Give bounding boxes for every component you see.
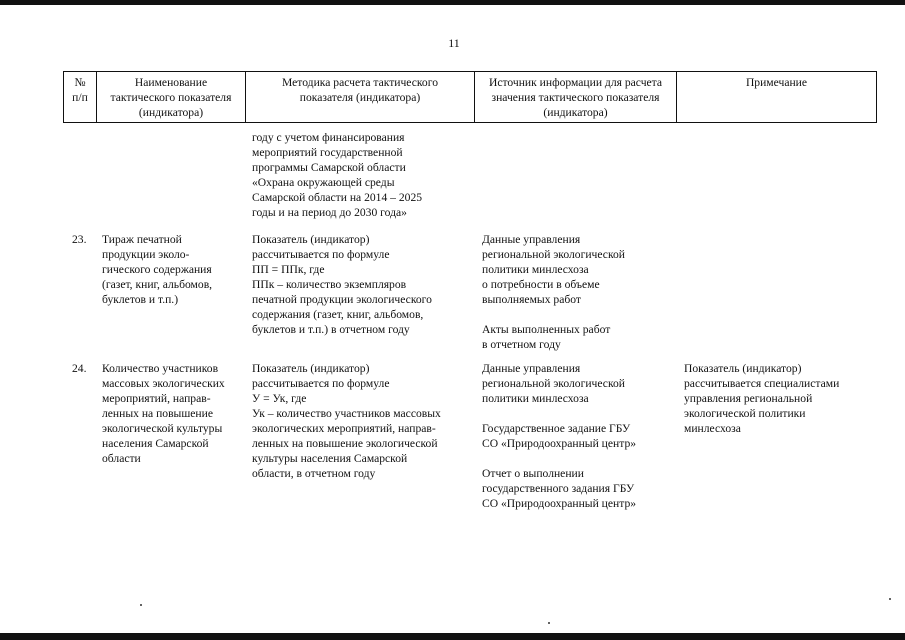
header-note: Примечание xyxy=(745,76,808,89)
top-scan-border xyxy=(0,0,905,5)
continuation-method-cell: году с учетом финансирования мероприятий государственной программы Самарской области «Охрана окружающей среды Самарской области на 2014 – 2025 годы и на период до 2030 года» xyxy=(252,131,423,219)
header-method: Методика расчета тактического показателя (индикатора) xyxy=(282,76,438,104)
row-24-method: Показатель (индикатор) рассчитывается по формуле У = Ук, где Ук – количество участников массовых экологических мероприятий, направ- ленных на повышение экологической культуры населения Самарской области, в отчетном году xyxy=(252,362,441,480)
bottom-scan-border xyxy=(0,633,905,640)
row-23-source: Данные управления региональной экологической политики минлесхоза о потребности в объеме выполняемых работ Акты выполненных работ в отчетном году xyxy=(482,233,625,351)
row-24-num: 24. xyxy=(72,362,87,375)
row-24-name: Количество участников массовых экологических мероприятий, направ- ленных на повышение экологической культуры населения Самарской области xyxy=(102,362,225,465)
header-source: Источник информации для расчета значения тактического показателя (индикатора) xyxy=(488,76,663,119)
row-24-note: Показатель (индикатор) рассчитывается специалистами управления региональной экологической политики минлесхоза xyxy=(684,362,840,435)
scan-speck xyxy=(548,622,550,624)
row-23-name: Тираж печатной продукции эколо- гического содержания (газет, книг, альбомов, буклетов и т.п.) xyxy=(102,233,213,306)
scan-speck xyxy=(889,598,891,600)
row-23-method: Показатель (индикатор) рассчитывается по формуле ПП = ППк, где ППк – количество экземпляров печатной продукции экологического содержания (газет, книг, альбомов, буклетов и т.п.) в отчетном году xyxy=(252,233,432,336)
row-23-num: 23. xyxy=(72,233,87,246)
page-number: 11 xyxy=(448,36,460,50)
scan-speck xyxy=(140,604,142,606)
header-name: Наименование тактического показателя (индикатора) xyxy=(110,76,232,119)
row-24-source: Данные управления региональной экологической политики минлесхоза Государственное задание ГБУ СО «Природоохранный центр» Отчет о выполнении государственного задания ГБУ СО «Природоохранный центр» xyxy=(482,362,637,510)
header-top-border xyxy=(63,71,877,72)
header-right-border xyxy=(876,71,877,123)
header-bottom-border xyxy=(63,122,877,123)
header-num: № п/п xyxy=(72,76,88,104)
